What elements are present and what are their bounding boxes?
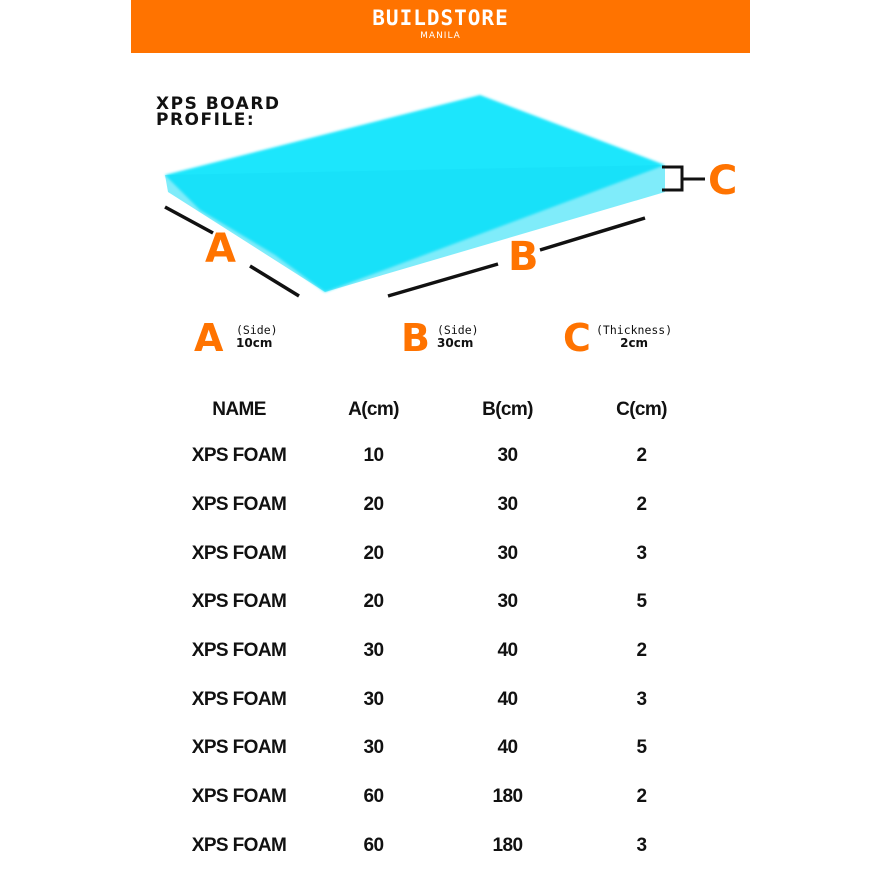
header-a: A(cm) <box>348 398 399 420</box>
cell-a: 30 <box>363 688 384 710</box>
cell-name: XPS FOAM <box>191 786 287 808</box>
profile-title-line1: XPS BOARD <box>156 94 281 114</box>
legend-a-value: 10cm <box>236 336 273 350</box>
table-row <box>172 822 709 871</box>
legend-c-value: 2cm <box>620 336 649 350</box>
table-row <box>172 432 709 481</box>
table-row <box>172 529 709 578</box>
legend-b-desc: (Side) <box>437 323 479 337</box>
dimension-c-label: C <box>708 158 738 204</box>
header-name: NAME <box>212 398 266 420</box>
cell-b: 40 <box>497 640 518 662</box>
cell-c: 2 <box>636 640 647 662</box>
table-row <box>172 675 709 724</box>
header-b: B(cm) <box>482 398 533 420</box>
cell-c: 2 <box>636 494 647 516</box>
cell-c: 5 <box>636 737 647 759</box>
profile-title-line2: PROFILE: <box>156 110 256 130</box>
cell-name: XPS FOAM <box>191 591 287 613</box>
dimension-b-label: B <box>508 234 539 280</box>
cell-a: 20 <box>363 591 384 613</box>
cell-name: XPS FOAM <box>191 688 287 710</box>
cell-name: XPS FOAM <box>191 542 287 564</box>
legend-c-letter: C <box>563 316 591 360</box>
cell-b: 30 <box>497 591 518 613</box>
legend-c-desc: (Thickness) <box>596 323 673 337</box>
cell-c: 2 <box>636 445 647 467</box>
board-side-face <box>165 165 665 292</box>
cell-b: 30 <box>497 542 518 564</box>
dimension-a-label: A <box>205 226 236 272</box>
brand-location: MANILA <box>420 31 461 41</box>
cell-name: XPS FOAM <box>191 445 287 467</box>
cell-b: 40 <box>497 737 518 759</box>
cell-a: 60 <box>363 786 384 808</box>
cell-a: 60 <box>363 834 384 856</box>
cell-a: 20 <box>363 542 384 564</box>
cell-c: 3 <box>636 688 647 710</box>
legend-b-value: 30cm <box>437 336 474 350</box>
legend-a-desc: (Side) <box>236 323 278 337</box>
spec-table <box>172 387 709 870</box>
cell-name: XPS FOAM <box>191 834 287 856</box>
cell-c: 5 <box>636 591 647 613</box>
dimension-b-line-left <box>388 264 498 296</box>
table-row <box>172 578 709 627</box>
cell-b: 180 <box>492 786 523 808</box>
cell-b: 30 <box>497 445 518 467</box>
cell-a: 20 <box>363 494 384 516</box>
cell-name: XPS FOAM <box>191 737 287 759</box>
legend-b-letter: B <box>401 316 430 360</box>
table-row <box>172 773 709 822</box>
cell-c: 3 <box>636 834 647 856</box>
cell-b: 40 <box>497 688 518 710</box>
cell-b: 180 <box>492 834 523 856</box>
table-row <box>172 481 709 530</box>
cell-name: XPS FOAM <box>191 494 287 516</box>
cell-c: 2 <box>636 786 647 808</box>
cell-name: XPS FOAM <box>191 640 287 662</box>
table-row <box>172 627 709 676</box>
cell-c: 3 <box>636 542 647 564</box>
brand-name: BUILDSTORE <box>372 6 509 30</box>
table-row <box>172 724 709 773</box>
header-c: C(cm) <box>616 398 667 420</box>
cell-b: 30 <box>497 494 518 516</box>
cell-a: 10 <box>363 445 384 467</box>
table-header-row <box>172 387 709 432</box>
cell-a: 30 <box>363 640 384 662</box>
legend-a-letter: A <box>194 316 224 360</box>
cell-a: 30 <box>363 737 384 759</box>
